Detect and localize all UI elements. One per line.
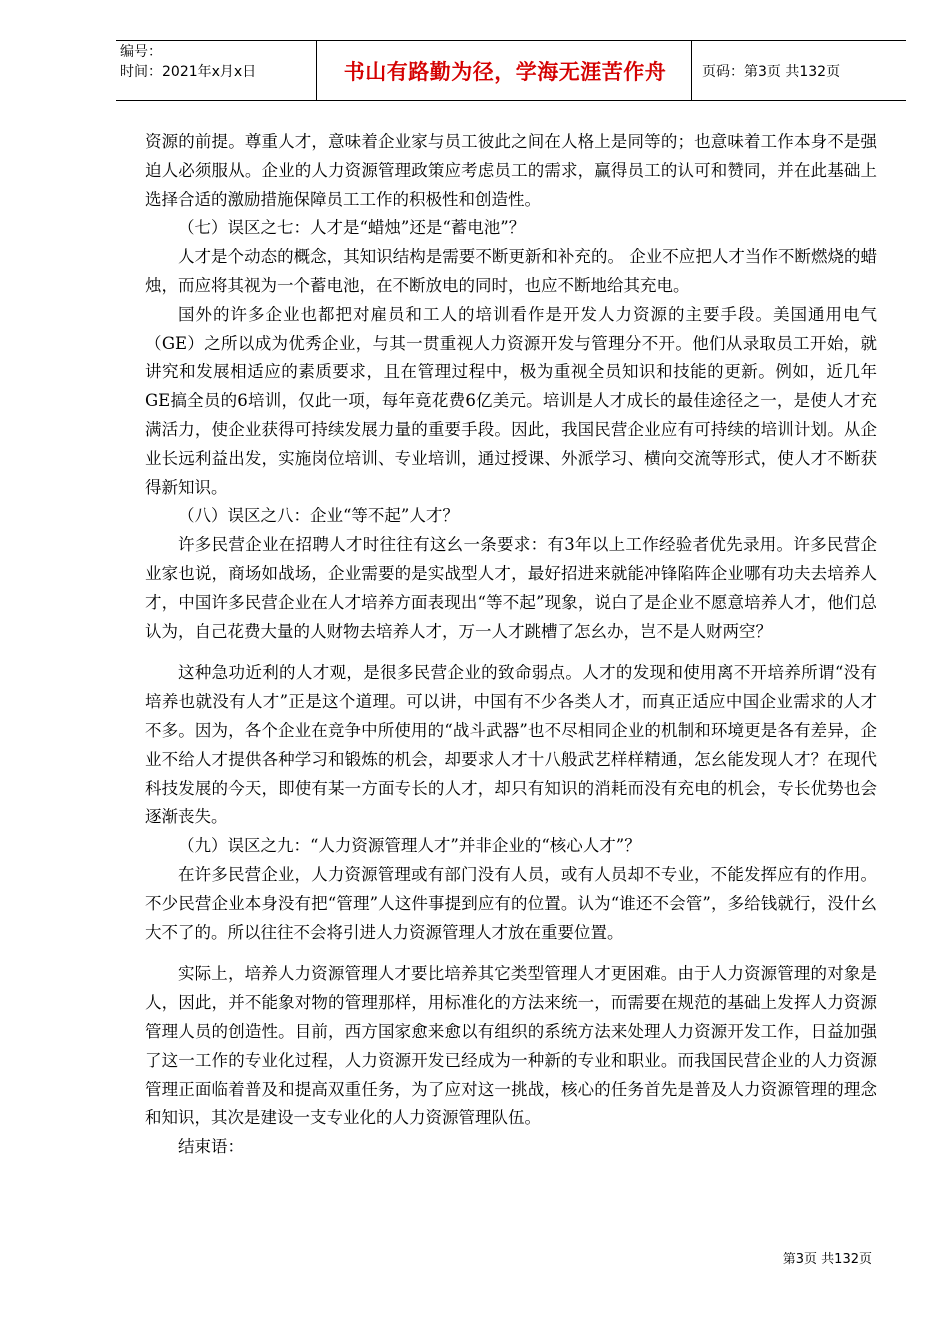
page-header: [116, 40, 906, 101]
document-body: [145, 128, 877, 1162]
header-meta: [120, 42, 316, 82]
header-divider-left: [316, 40, 317, 101]
page-footer: 第3页 共132页: [782, 1252, 872, 1267]
paragraph: 实际上，培养人力资源管理人才要比培养其它类型管理人才更困难。由于人力资源管理的对象是人，因此，并不能象对物的管理那样，用标准化的方法来统一，而需要在规范的基础上发挥人力资源管理人员的创造性。目前，西方国家愈来愈以有组织的系统方法来处理人力资源开发工作，日益加强了这一工作的专业化过程，人力资源开发已经成为一种新的专业和职业。而我国民营企业的人力资源管理正面临着普及和提高双重任务，为了应对这一挑战，核心的任务首先是普及人力资源管理的理念和知识，其次是建设一支专业化的人力资源管理队伍。: [145, 964, 877, 1128]
header-divider-right: [691, 40, 692, 101]
section-heading: （九）误区之九：“人力资源管理人才”并非企业的“核心人才”？: [178, 836, 641, 856]
paragraph: 国外的许多企业也都把对雇员和工人的培训看作是开发人力资源的主要手段。美国通用电气（GE）之所以成为优秀企业，与其一贯重视人力资源开发与管理分不开。他们从录取员工开始，就讲究和发展相适应的素质要求，且在管理过程中，极为重视全员知识和技能的更新。例如，近几年GE搞全员的6培训，仅此一项，每年竟花费6亿美元。培训是人才成长的最佳途径之一，是使人才充满活力，使企业获得可持续发展力量的重要手段。因此，我国民营企业应有可持续的培训计划。从企业长远利益出发，实施岗位培训、专业培训，通过授课、外派学习、横向交流等形式，使人才不断获得新知识。: [145, 304, 877, 497]
closing-heading: 结束语：: [178, 1137, 244, 1157]
header-serial: 编号：: [120, 44, 162, 60]
header-motto: 书山有路勤为径，学海无涯苦作舟: [343, 59, 667, 84]
header-bottom-rule: [116, 100, 906, 101]
header-time: 时间：2021年x月x日: [120, 64, 257, 80]
header-page-info: 页码：第3页 共132页: [702, 63, 841, 80]
paragraph: 这种急功近利的人才观，是很多民营企业的致命弱点。人才的发现和使用离不开培养所谓“没有培养也就没有人才”正是这个道理。可以讲，中国有不少各类人才，而真正适应中国企业需求的人才不多。因为，各个企业在竞争中所使用的“战斗武器”也不尽相同企业的机制和环境更是各有差异，企业不给人才提供各种学习和锻炼的机会，却要求人才十八般武艺样样精通，怎幺能发现人才？在现代科技发展的今天，即使有某一方面专长的人才，却只有知识的消耗而没有充电的机会，专长优势也会逐渐丧失。: [145, 663, 877, 827]
paragraph: 人才是个动态的概念，其知识结构是需要不断更新和补充的。 企业不应把人才当作不断燃烧的蜡烛，而应将其视为一个蓄电池，在不断放电的同时，也应不断地给其充电。: [145, 247, 877, 295]
paragraph: 资源的前提。尊重人才，意味着企业家与员工彼此之间在人格上是同等的；也意味着工作本身不是强迫人必须服从。企业的人力资源管理政策应考虑员工的需求，赢得员工的认可和赞同，并在此基础上选择合适的激励措施保障员工工作的积极性和创造性。: [145, 132, 877, 209]
paragraph: 在许多民营企业，人力资源管理或有部门没有人员，或有人员却不专业，不能发挥应有的作用。不少民营企业本身没有把“管理”人这件事提到应有的位置。认为“谁还不会管”，多给钱就行，没什幺大不了的。所以往往不会将引进人力资源管理人才放在重要位置。: [145, 864, 877, 942]
section-heading: （八）误区之八：企业“等不起”人才？: [178, 506, 459, 526]
section-heading: （七）误区之七：人才是“蜡烛”还是“蓄电池”？: [178, 218, 526, 238]
paragraph: 许多民营企业在招聘人才时往往有这幺一条要求：有3年以上工作经验者优先录用。许多民营企业家也说，商场如战场，企业需要的是实战型人才，最好招进来就能冲锋陷阵企业哪有功夫去培养人才，中国许多民营企业在人才培养方面表现出“等不起”现象，说白了是企业不愿意培养人才，他们总认为，自己花费大量的人财物去培养人才，万一人才跳槽了怎幺办，岂不是人财两空？: [145, 535, 877, 641]
